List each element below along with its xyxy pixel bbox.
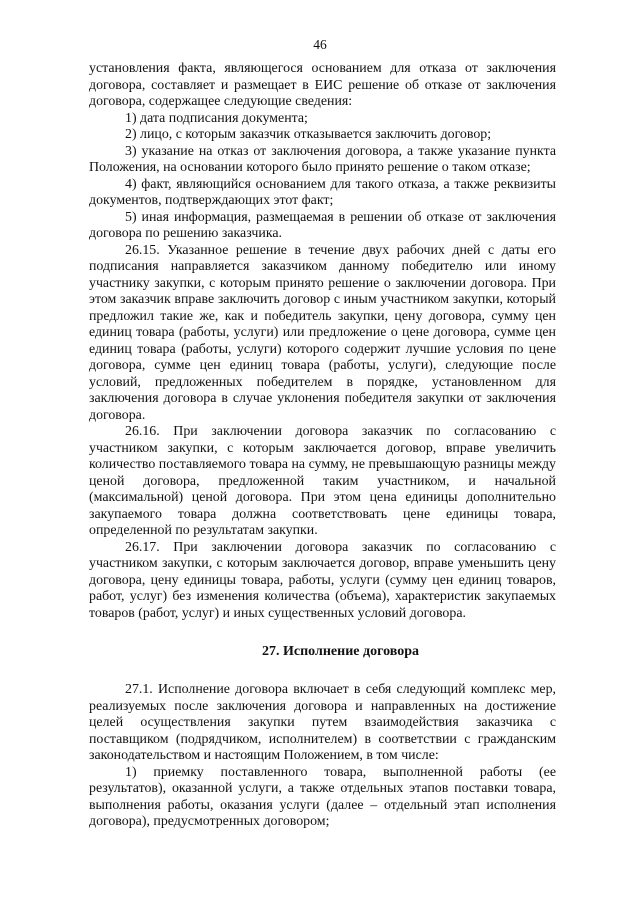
clause-26-15: 26.15. Указанное решение в течение двух рабочих дней с даты его подписания направляется заказчиком данному победителю или иному участнику закупки, с которым принято решение о заключении договора. При этом заказчик вправе заключить договор с иным участником закупки, который предложил такие же, как и победитель закупки, цену договора, сумму цен единиц товара (работы, услуги) или предложение о цене договора, сумме цен единиц товара (работы, услуги) которого содержит лучшие условия по цене договора, сумме цен единиц товара (работы, услуги), следующие после условий, предложенных победителем в порядке, установленном для заключения договора в случае уклонения победителя закупки от заключения договора.	[89, 242, 556, 423]
document-body	[89, 61, 556, 831]
section-heading: 27. Исполнение договора	[262, 644, 419, 659]
clause-26-16: 26.16. При заключении договора заказчик по согласованию с участником закупки, с которым заключается договор, вправе увеличить количество поставляемого товара на сумму, не превышающую разницы между ценой договора, предложенной таким участником, и начальной (максимальной) ценой договора. При этом цена единицы дополнительно закупаемого товара должна соответствовать цене единицы товара, определенной по результатам закупки.	[89, 424, 556, 538]
list-item-3: 3) указание на отказ от заключения договора, а также указание пункта Положения, на основании которого было принято решение о таком отказе;	[89, 143, 556, 175]
page-number: 46	[313, 37, 327, 52]
clause-26-17: 26.17. При заключении договора заказчик по согласованию с участником закупки, с которым заключается договор, вправе уменьшить цену договора, цену единицы товара, работы, услуги (сумму цен единиц товаров, работ, услуг) без изменения количества (объема), характеристик закупаемых товаров (работ, услуг) и иных существенных условий договора.	[89, 539, 556, 621]
list-item-27-1-1: 1) приемку поставленного товара, выполненной работы (ее результатов), оказанной услуги, а также отдельных этапов поставки товара, выполнения работы, оказания услуги (далее – отдельный этап исполнения договора), предусмотренных договором;	[89, 764, 556, 829]
list-item-4: 4) факт, являющийся основанием для такого отказа, а также реквизиты документов, подтверждающих этот факт;	[89, 176, 556, 208]
list-item-2: 2) лицо, с которым заказчик отказывается заключить договор;	[125, 127, 492, 142]
list-item-5: 5) иная информация, размещаемая в решении об отказе от заключения договора по решению заказчика.	[89, 209, 556, 241]
list-item-1: 1) дата подписания документа;	[125, 110, 308, 126]
clause-27-1: 27.1. Исполнение договора включает в себя следующий комплекс мер, реализуемых после заключения договора и направленных на достижение целей осуществления закупки путем взаимодействия заказчика с поставщиком (подрядчиком, исполнителем) в соответствии с гражданским законодательством и настоящим Положением, в том числе:	[89, 682, 556, 763]
paragraph-continuation: установления факта, являющегося основанием для отказа от заключения договора, составляет и размещает в ЕИС решение об отказе от заключения договора, содержащее следующие сведения:	[89, 61, 556, 109]
